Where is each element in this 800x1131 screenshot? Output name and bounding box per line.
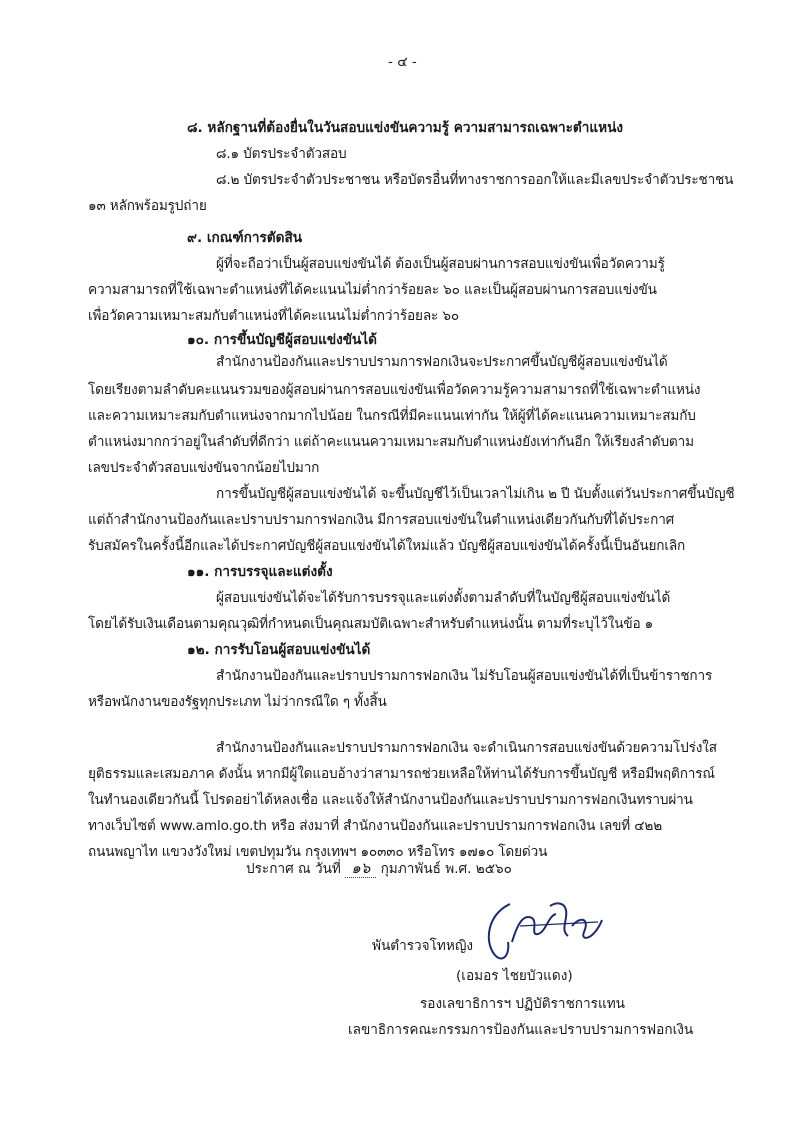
closing-line-1: สำนักงานป้องกันและปราบปรามการฟอกเงิน จะดำเนินการสอบแข่งขันด้วยความโปร่งใส [216, 740, 717, 756]
section-11-line-1: ผู้สอบแข่งขันได้จะได้รับการบรรจุและแต่งตั้งตามลำดับที่ในบัญชีผู้สอบแข่งขันได้ [216, 590, 671, 606]
signatory-rank: พันตำรวจโทหญิง [372, 938, 474, 954]
announcement-day-handwritten: ๑๖ [345, 859, 376, 878]
closing-line-2: ยุติธรรมและเสมอภาค ดังนั้น หากมีผู้ใดแอบอ้างว่าสามารถช่วยเหลือให้ท่านได้รับการขึ้นบัญชี หรือมีพฤติการณ์ [88, 766, 715, 782]
section-12-heading: ๑๒. การรับโอนผู้สอบแข่งขันได้ [187, 642, 371, 658]
announcement-date [246, 858, 512, 879]
section-10-para-1-line-3: และความเหมาะสมกับตำแหน่งจากมากไปน้อย ในกรณีที่มีคะแนนเท่ากัน ให้ผู้ที่ได้คะแนนความเหมาะสมกับ [88, 408, 696, 424]
section-9-line-1: ผู้ที่จะถือว่าเป็นผู้สอบแข่งขันได้ ต้องเป็นผู้สอบผ่านการสอบแข่งขันเพื่อวัดความรู้ [216, 256, 665, 272]
closing-line-3: ในทำนองเดียวกันนี้ โปรดอย่าได้หลงเชื่อ และแจ้งให้สำนักงานป้องกันและปราบปรามการฟอกเงินทราบผ่าน [88, 792, 693, 808]
section-11-heading: ๑๑. การบรรจุและแต่งตั้ง [187, 564, 333, 580]
signatory-position-2: เลขาธิการคณะกรรมการป้องกันและปราบปรามการฟอกเงิน [348, 1022, 694, 1038]
closing-line-5: ถนนพญาไท แขวงวังใหม่ เขตปทุมวัน กรุงเทพฯ ๑๐๓๓๐ หรือโทร ๑๗๑๐ โดยด่วน [88, 844, 548, 860]
section-10-para-2-line-1: การขึ้นบัญชีผู้สอบแข่งขันได้ จะขึ้นบัญชีไว้เป็นเวลาไม่เกิน ๒ ปี นับตั้งแต่วันประกาศขึ้นบัญชี [216, 486, 735, 502]
section-9-heading: ๙. เกณฑ์การตัดสิน [187, 230, 303, 246]
section-12-line-1: สำนักงานป้องกันและปราบปรามการฟอกเงิน ไม่รับโอนผู้สอบแข่งขันได้ที่เป็นข้าราชการ [216, 668, 713, 684]
section-10-para-1-line-4: ตำแหน่งมากกว่าอยู่ในลำดับที่ดีกว่า แต่ถ้าคะแนนความเหมาะสมกับตำแหน่งยังเท่ากันอีก ให้เรียงลำดับตาม [88, 434, 694, 450]
announcement-prefix: ประกาศ ณ วันที่ [246, 861, 341, 877]
section-11-line-2: โดยได้รับเงินเดือนตามคุณวุฒิที่กำหนดเป็นคุณสมบัติเฉพาะสำหรับตำแหน่งนั้น ตามที่ระบุไว้ในข้อ ๑ [88, 616, 654, 632]
section-9-line-2: ความสามารถที่ใช้เฉพาะตำแหน่งที่ได้คะแนนไม่ต่ำกว่าร้อยละ ๖๐ และเป็นผู้สอบผ่านการสอบแข่งขัน [88, 282, 657, 298]
section-10-para-1-line-2: โดยเรียงตามลำดับคะแนนรวมของผู้สอบผ่านการสอบแข่งขันเพื่อวัดความรู้ความสามารถที่ใช้เฉพาะตำแหน่ง [88, 382, 701, 398]
section-8-heading: ๘. หลักฐานที่ต้องยื่นในวันสอบแข่งขันความรู้ ความสามารถเฉพาะตำแหน่ง [187, 120, 624, 136]
signatory-name: (เอมอร ไชยบัวแดง) [456, 968, 573, 984]
signatory-position-1: รองเลขาธิการฯ ปฏิบัติราชการแทน [420, 996, 625, 1012]
page-number: - ๔ - [388, 54, 417, 70]
section-8-item-1: ๘.๑ บัตรประจำตัวสอบ [216, 146, 347, 162]
section-10-heading: ๑๐. การขึ้นบัญชีผู้สอบแข่งขันได้ [187, 332, 378, 348]
section-12-line-2: หรือพนักงานของรัฐทุกประเภท ไม่ว่ากรณีใด ๆ ทั้งสิ้น [88, 694, 387, 710]
section-10-para-2-line-3: รับสมัครในครั้งนี้อีกและได้ประกาศบัญชีผู้สอบแข่งขันได้ใหม่แล้ว บัญชีผู้สอบแข่งขันได้ครั้งนี้เป็นอันยกเลิก [88, 538, 686, 554]
section-8-item-2-line-2: ๑๓ หลักพร้อมรูปถ่าย [88, 198, 207, 214]
section-8-item-2-line-1: ๘.๒ บัตรประจำตัวประชาชน หรือบัตรอื่นที่ทางราชการออกให้และมีเลขประจำตัวประชาชน [216, 172, 734, 188]
announcement-month-year: กุมภาพันธ์ พ.ศ. ๒๕๖๐ [380, 861, 512, 877]
section-10-para-1-line-5: เลขประจำตัวสอบแข่งขันจากน้อยไปมาก [88, 460, 320, 476]
section-10-para-1-line-1: สำนักงานป้องกันและปราบปรามการฟอกเงินจะประกาศขึ้นบัญชีผู้สอบแข่งขันได้ [216, 354, 668, 370]
closing-line-4: ทางเว็บไซต์ www.amlo.go.th หรือ ส่งมาที่ สำนักงานป้องกันและปราบปรามการฟอกเงิน เลขที่ ๔๒๒ [88, 818, 663, 834]
section-10-para-2-line-2: แต่ถ้าสำนักงานป้องกันและปราบปรามการฟอกเงิน มีการสอบแข่งขันในตำแหน่งเดียวกันกับที่ได้ประกาศ [88, 512, 675, 528]
handwritten-signature [480, 896, 610, 966]
section-9-line-3: เพื่อวัดความเหมาะสมกับตำแหน่งที่ได้คะแนนไม่ต่ำกว่าร้อยละ ๖๐ [88, 308, 459, 324]
